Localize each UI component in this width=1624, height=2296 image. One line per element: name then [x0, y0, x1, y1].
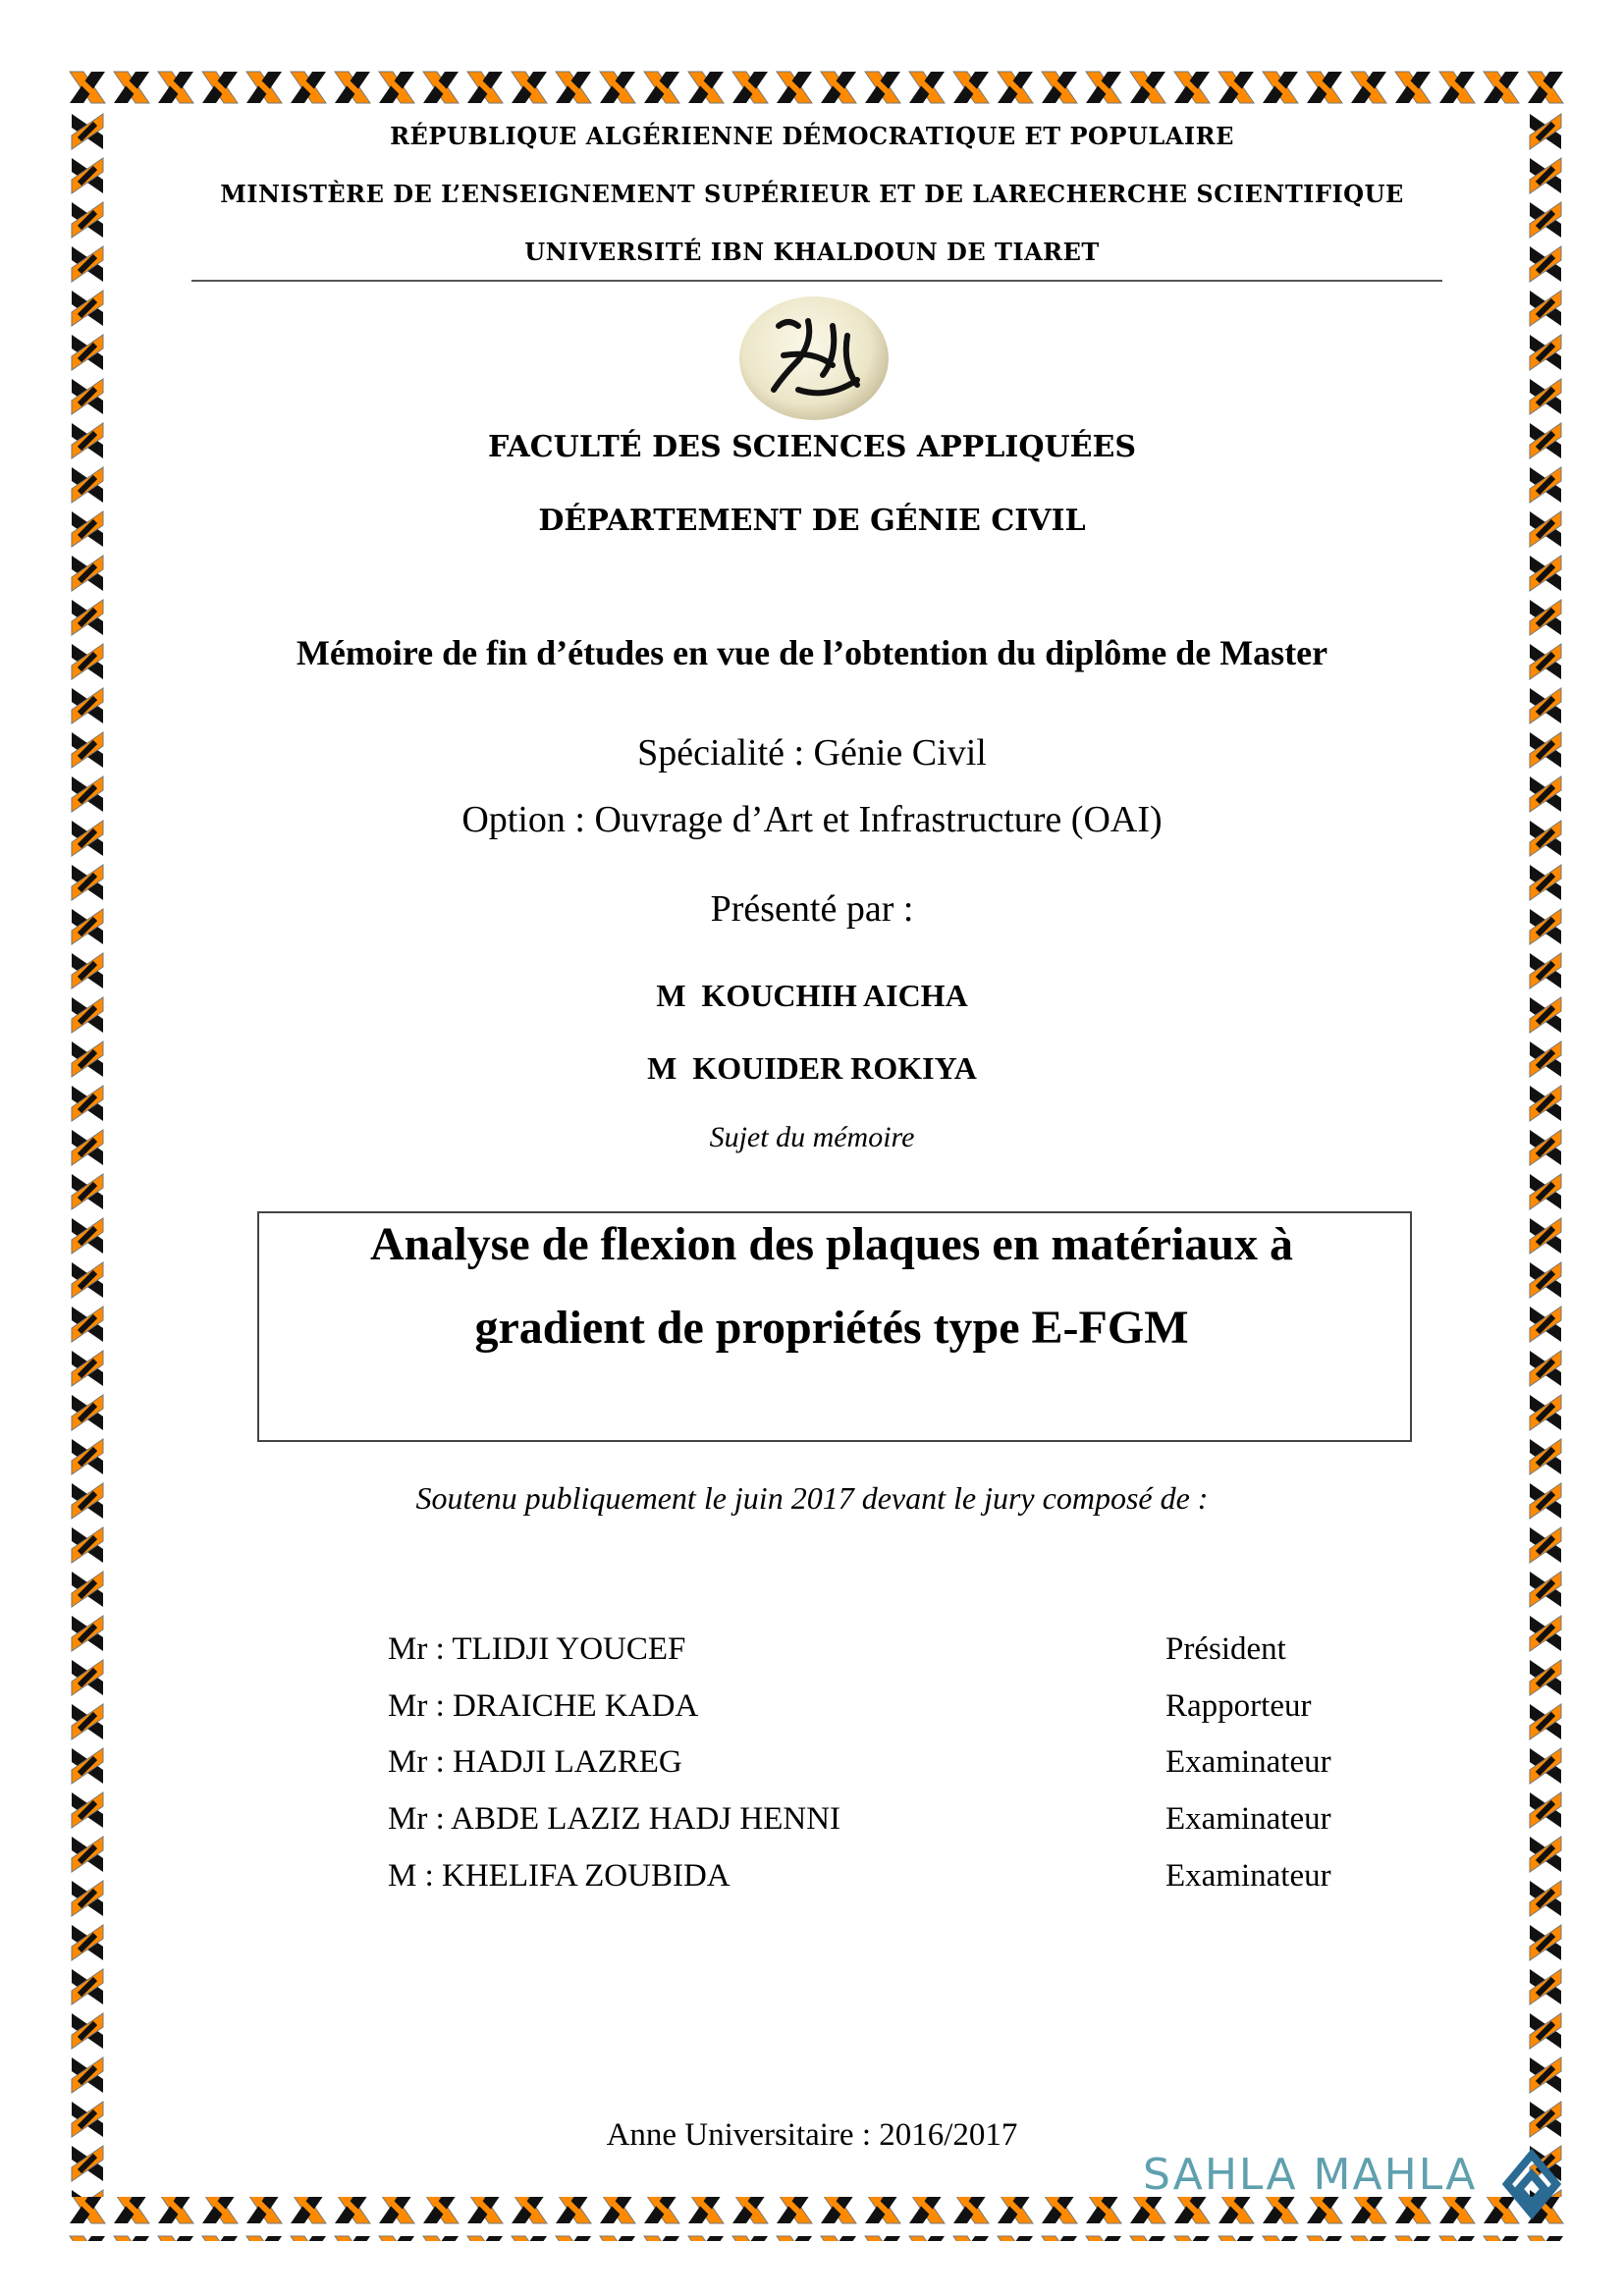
ministry-heading: MINISTÈRE DE L’ENSEIGNEMENT SUPÉRIEUR ET DE LARECHERCHE SCIENTIFIQUE	[220, 180, 1404, 208]
jury-member-name: Mr : ABDE LAZIZ HADJ HENNI	[388, 1801, 841, 1837]
memoire-subtitle: Mémoire de fin d’études en vue de l’obtention du diplôme de Master	[296, 633, 1328, 672]
jury-member-role: Examinateur	[1165, 1858, 1331, 1894]
jury-member-name: Mr : TLIDJI YOUCEF	[388, 1631, 686, 1667]
jury-member-role: Président	[1165, 1631, 1286, 1667]
jury-member-role: Examinateur	[1165, 1801, 1331, 1837]
department-heading: DÉPARTEMENT DE GÉNIE CIVIL	[538, 504, 1086, 538]
academic-year: Anne Universitaire : 2016/2017	[606, 2117, 1018, 2153]
student-name: M KOUIDER ROKIYA	[647, 1050, 977, 1086]
university-heading: UNIVERSITÉ IBN KHALDOUN DE TIARET	[524, 238, 1100, 266]
specialite: Spécialité : Génie Civil	[637, 732, 987, 774]
option: Option : Ouvrage d’Art et Infrastructure (OAI)	[461, 799, 1163, 840]
thesis-title-line: gradient de propriétés type E-FGM	[474, 1302, 1189, 1354]
watermark-logo-icon	[1497, 2145, 1566, 2233]
faculty-heading: FACULTÉ DES SCIENCES APPLIQUÉES	[487, 430, 1137, 464]
student-name: M KOUCHIH AICHA	[656, 978, 968, 1013]
jury-member-name: Mr : DRAICHE KADA	[388, 1688, 699, 1724]
jury-member-role: Rapporteur	[1165, 1688, 1312, 1724]
sujet-label: Sujet du mémoire	[709, 1121, 915, 1153]
republic-heading: RÉPUBLIQUE ALGÉRIENNE DÉMOCRATIQUE ET POPULAIRE	[390, 122, 1234, 150]
defense-statement: Soutenu publiquement le juin 2017 devant le jury composé de :	[415, 1480, 1209, 1516]
university-logo	[739, 296, 889, 420]
jury-member-name: M : KHELIFA ZOUBIDA	[388, 1858, 731, 1894]
presente-par: Présenté par :	[710, 888, 914, 930]
watermark-text: SAHLA MAHLA	[1143, 2150, 1478, 2200]
jury-member-role: Examinateur	[1165, 1744, 1331, 1780]
thesis-title-line: Analyse de flexion des plaques en matériaux à	[369, 1218, 1294, 1270]
jury-member-name: Mr : HADJI LAZREG	[388, 1744, 682, 1780]
header-divider	[191, 280, 1442, 282]
